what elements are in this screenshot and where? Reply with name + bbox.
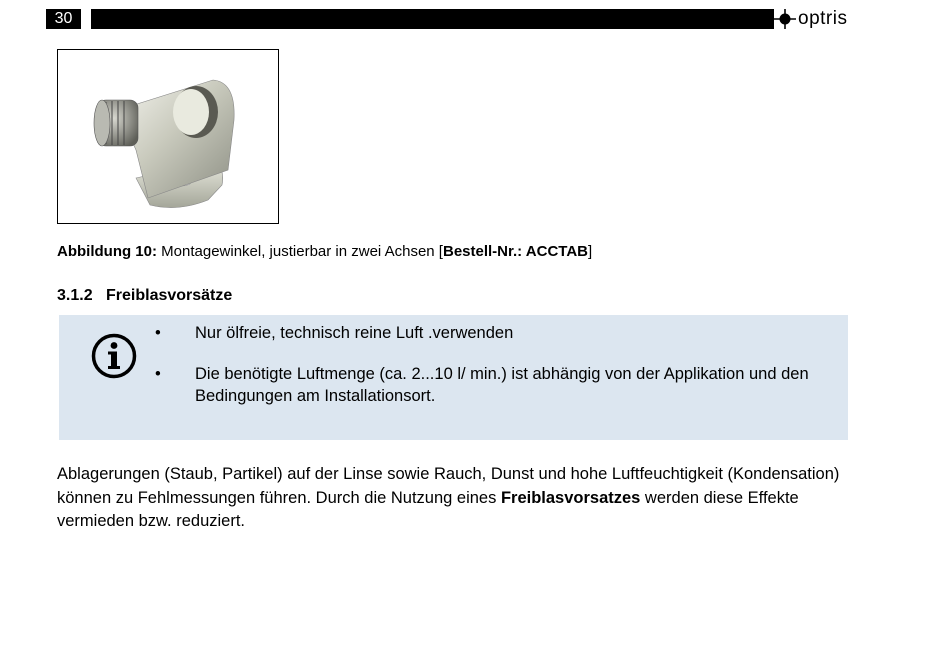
bullet-icon: •	[155, 324, 161, 342]
logo-text: optris	[798, 8, 848, 29]
list-item	[155, 363, 815, 407]
info-box	[59, 315, 848, 440]
optris-logo	[774, 9, 874, 29]
body-paragraph	[57, 463, 867, 534]
section-number: 3.1.2	[57, 287, 93, 304]
info-bullet-list	[155, 322, 815, 426]
bullet-text: Nur ölfreie, technisch reine Luft .verwenden	[195, 324, 514, 342]
caption-label: Abbildung 10:	[57, 243, 157, 260]
figure-caption	[57, 243, 592, 261]
caption-order-number: Bestell-Nr.: ACCTAB	[442, 243, 588, 260]
paragraph-text-after: werden diese Effekte vermieden bzw. reduziert.	[57, 488, 799, 530]
bullet-icon: •	[155, 365, 161, 383]
paragraph-text-before: Ablagerungen (Staub, Partikel) auf der Linse sowie Rauch, Dunst und hohe Luftfeuchtigkeit (Kondensation) können zu Fehlmessungen führen. Durch die Nutzung eines	[57, 465, 840, 507]
caption-end: ]	[588, 243, 593, 260]
info-icon	[91, 333, 137, 379]
figure-frame	[57, 49, 279, 224]
header-bar	[91, 9, 874, 29]
caption-text: Montagewinkel, justierbar in zwei Achsen [	[157, 243, 443, 260]
optris-logo-icon	[774, 9, 796, 29]
section-title: Freiblasvorsätze	[106, 287, 233, 304]
mounting-bracket-image	[58, 50, 278, 223]
bullet-text: Die benötigte Luftmenge (ca. 2...10 l/ min.) ist abhängig von der Applikation und den Bedingungen am Installationsort.	[195, 365, 809, 405]
section-heading	[57, 286, 232, 306]
page-number: 30	[46, 9, 81, 29]
paragraph-bold-term: Freiblasvorsatzes	[500, 488, 641, 507]
list-item	[155, 322, 815, 344]
